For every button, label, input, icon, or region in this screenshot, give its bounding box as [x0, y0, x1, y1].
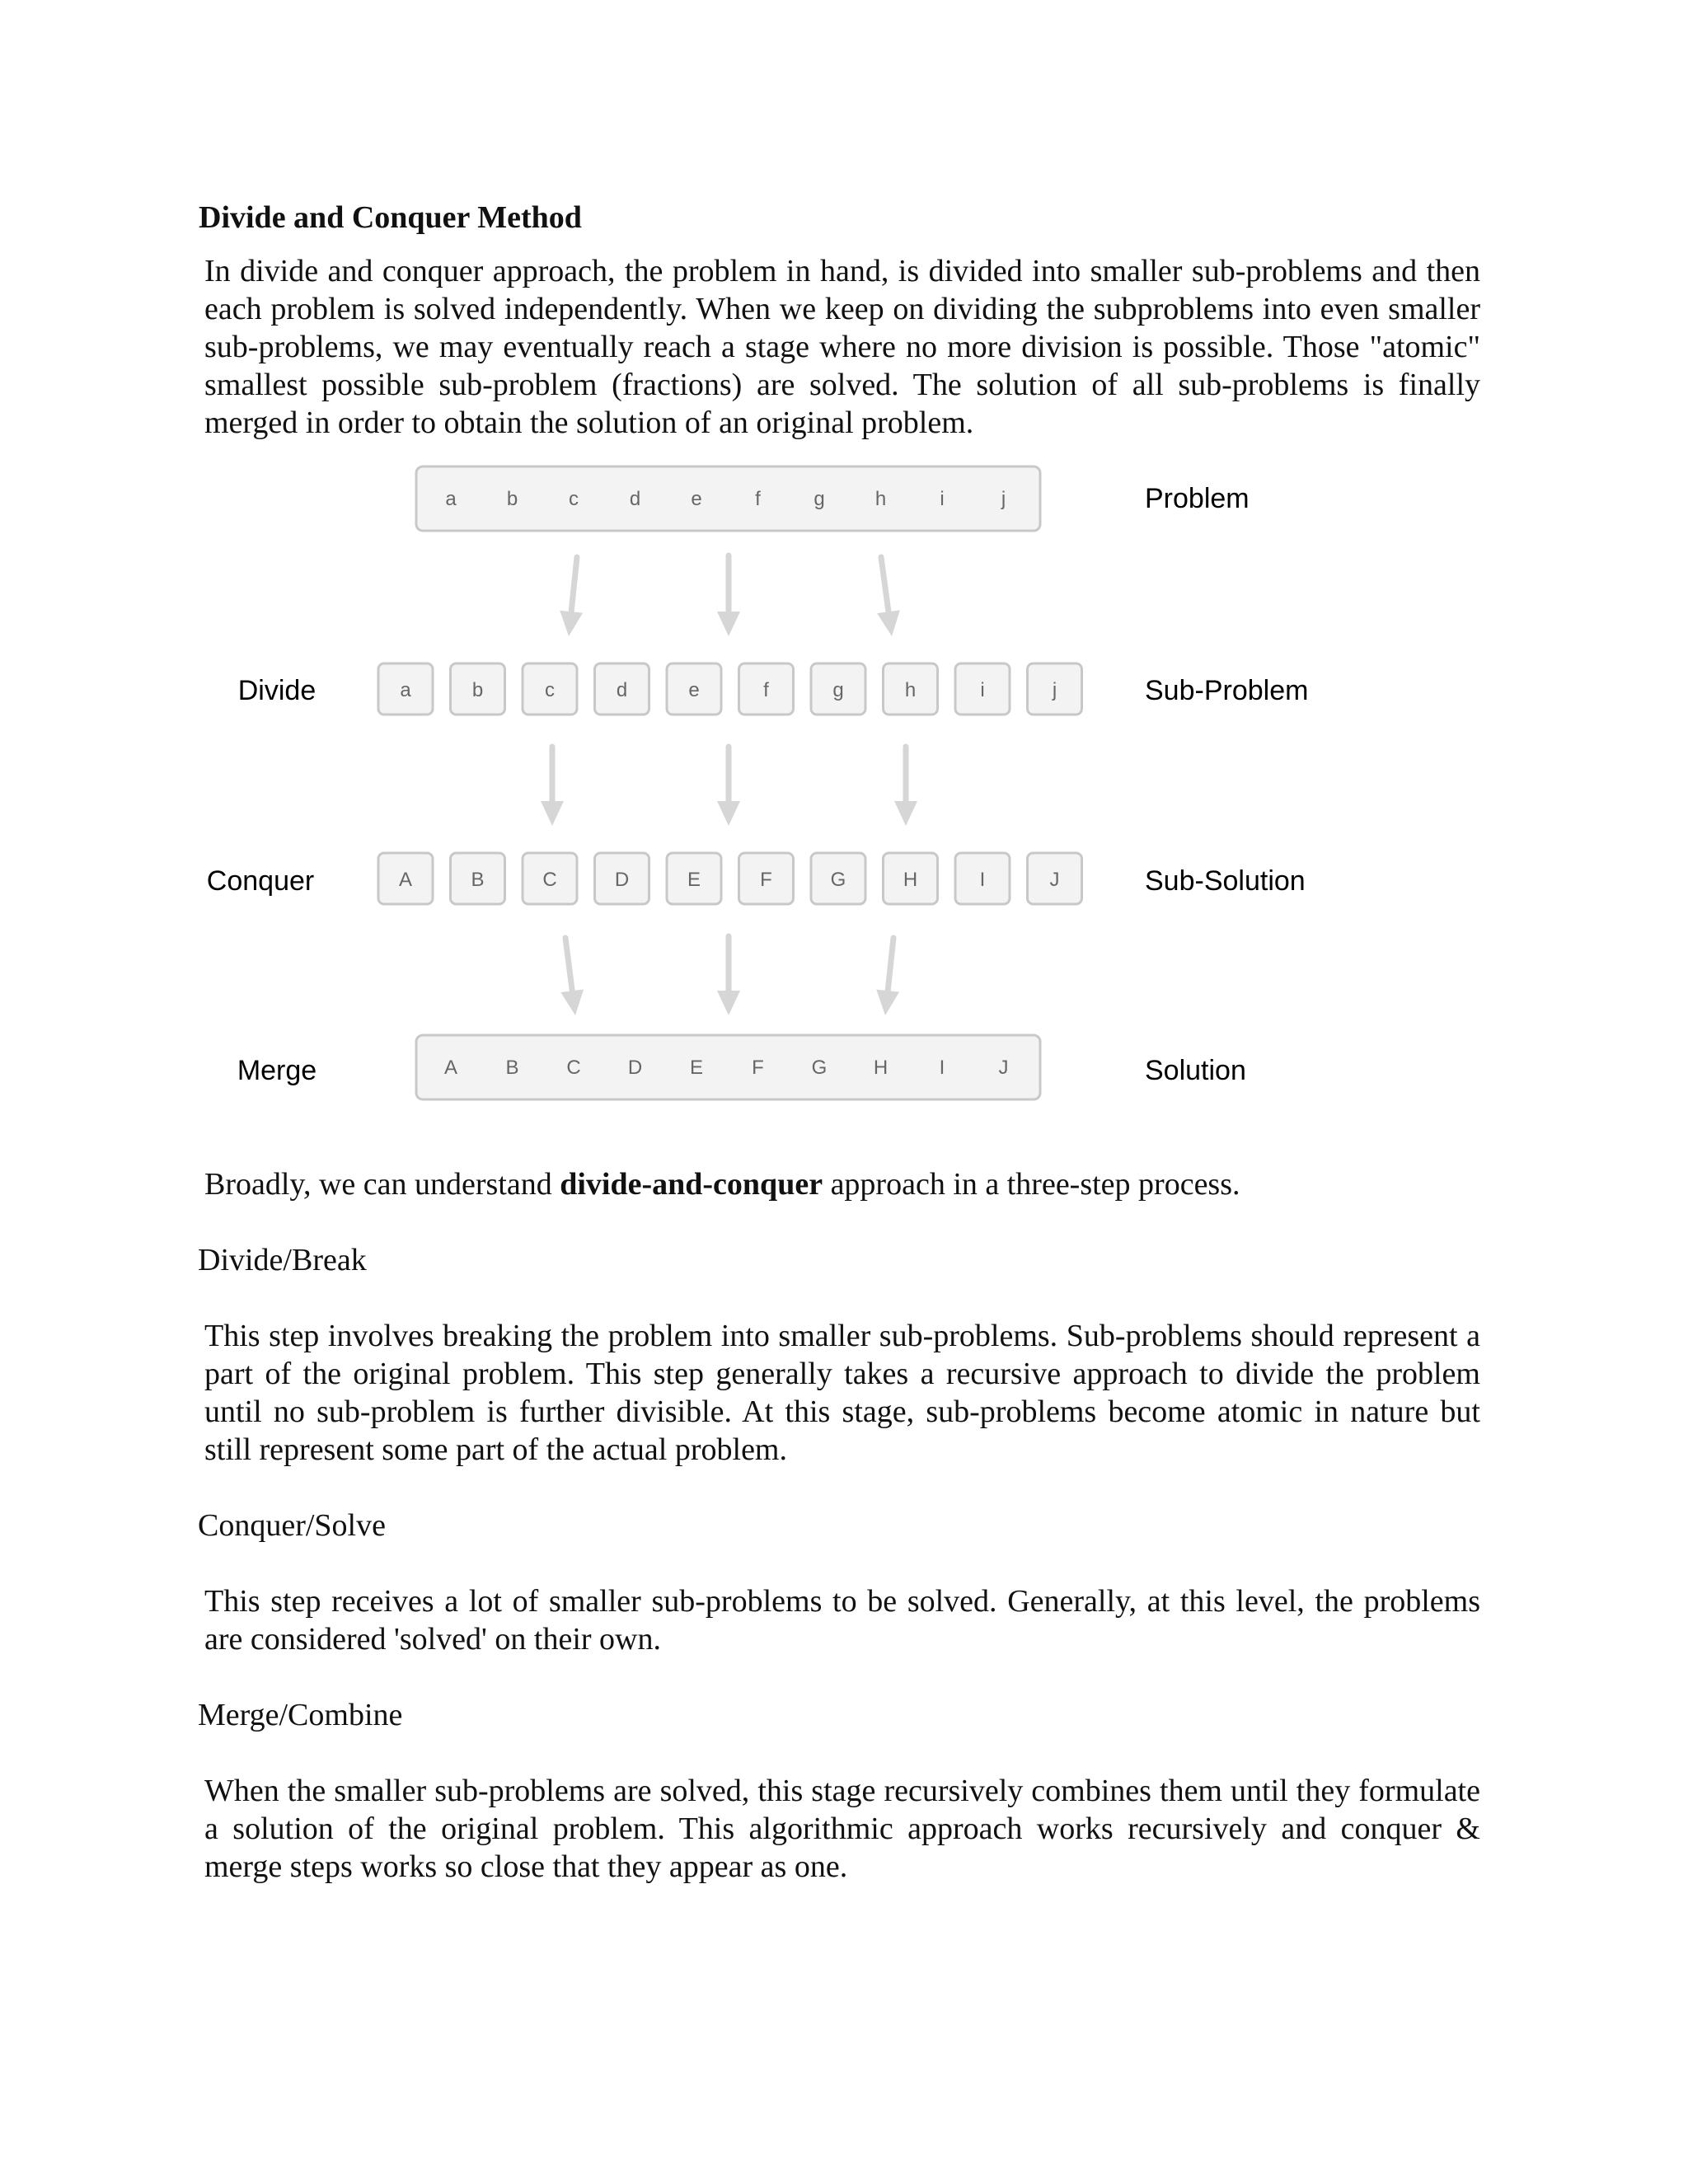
sub-problem-letter: c	[545, 679, 555, 701]
sub-solution-letter: J	[1049, 869, 1060, 891]
arrow	[560, 557, 583, 636]
sub-problem-letter: i	[980, 679, 985, 701]
label-solution: Solution	[1145, 1055, 1246, 1086]
sub-solution-letter: A	[398, 869, 413, 891]
problem-letter: d	[629, 488, 641, 510]
step-merge-title: Merge/Combine	[198, 1698, 403, 1732]
arrow	[876, 938, 899, 1015]
sub-solution-letter: I	[979, 869, 986, 891]
sub-solution-letter: E	[687, 869, 701, 891]
sub-problem-letter: f	[763, 679, 769, 701]
problem-letter: b	[506, 488, 518, 510]
sub-problem-letter: d	[616, 679, 628, 701]
step-merge-text: When the smaller sub-problems are solved, this stage recursively combines them until they formulate a solution of the original problem. This algorithmic approach works recursively and conquer & merge steps works so close that they appear as one.	[204, 1774, 1480, 1884]
sub-problem-letter: g	[832, 679, 844, 701]
sub-problem-letter: h	[904, 679, 917, 701]
arrow	[717, 555, 740, 636]
solution-letter: J	[998, 1057, 1009, 1079]
step-divide-text: This step involves breaking the problem into smaller sub-problems. Sub-problems should represent a part of the original problem. This step generally takes a recursive approach to divide the problem until no sub-problem is further divisible. At this stage, sub-problems become atomic in nature but still represent some part of the actual problem.	[204, 1319, 1480, 1467]
solution-letter: G	[811, 1057, 828, 1079]
problem-letter: c	[569, 488, 579, 510]
sub-problem-letter: j	[1052, 679, 1057, 701]
solution-letter: E	[689, 1057, 704, 1079]
arrow	[877, 557, 900, 636]
sub-problem-letter: b	[471, 679, 484, 701]
sub-solution-letter: D	[614, 869, 630, 891]
problem-letter: e	[691, 488, 702, 510]
broadly-text-after: approach in a three-step process.	[823, 1167, 1240, 1202]
problem-letter: f	[755, 488, 761, 510]
page-title: Divide and Conquer Method	[199, 200, 582, 235]
arrow	[717, 936, 740, 1015]
solution-letter: B	[505, 1057, 519, 1079]
sub-solution-letter: H	[903, 869, 918, 891]
solution-letter: I	[939, 1057, 945, 1079]
intro-paragraph: In divide and conquer approach, the problem in hand, is divided into smaller sub-problems and then each problem is solved independently. When we keep on dividing the subproblems into even smaller sub-problems, we may eventually reach a stage where no more division is possible. Those "atomic" smallest possible sub-problem (fractions) are solved. The solution of all sub-problems is finally merged in order to obtain the solution of an original problem.	[204, 254, 1480, 440]
sub-solution-letter: C	[542, 869, 557, 891]
sub-problem-letter: e	[688, 679, 700, 701]
arrow	[717, 747, 740, 826]
problem-letter: i	[940, 488, 945, 510]
arrow	[894, 747, 917, 826]
solution-letter: C	[566, 1057, 581, 1079]
step-divide-title: Divide/Break	[198, 1243, 367, 1277]
label-merge: Merge	[237, 1055, 317, 1086]
label-divide: Divide	[237, 675, 316, 706]
label-problem: Problem	[1145, 483, 1250, 514]
problem-letter: a	[445, 488, 457, 510]
broadly-text-before: Broadly, we can understand	[204, 1167, 560, 1202]
sub-solution-letter: B	[471, 869, 485, 891]
problem-letter: j	[1001, 488, 1006, 510]
sub-solution-letter: G	[830, 869, 846, 891]
sub-solution-letter: F	[760, 869, 772, 891]
broadly-bold-term: divide-and-conquer	[560, 1167, 823, 1202]
label-sub-solution: Sub-Solution	[1145, 865, 1306, 897]
broadly-paragraph	[204, 1165, 1480, 1203]
problem-letter: h	[874, 488, 887, 510]
sub-problem-letter: a	[400, 679, 411, 701]
step-conquer-text: This step receives a lot of smaller sub-problems to be solved. Generally, at this level, the problems are considered 'solved' on their own.	[204, 1584, 1480, 1657]
arrow	[560, 938, 584, 1015]
arrow	[541, 747, 564, 826]
solution-letter: H	[873, 1057, 889, 1079]
label-conquer: Conquer	[206, 865, 315, 897]
step-conquer-title: Conquer/Solve	[198, 1508, 386, 1543]
solution-letter: D	[627, 1057, 643, 1079]
problem-letter: g	[814, 488, 825, 510]
label-sub-problem: Sub-Problem	[1145, 675, 1309, 706]
solution-letter: F	[752, 1057, 764, 1079]
solution-letter: A	[443, 1057, 458, 1079]
